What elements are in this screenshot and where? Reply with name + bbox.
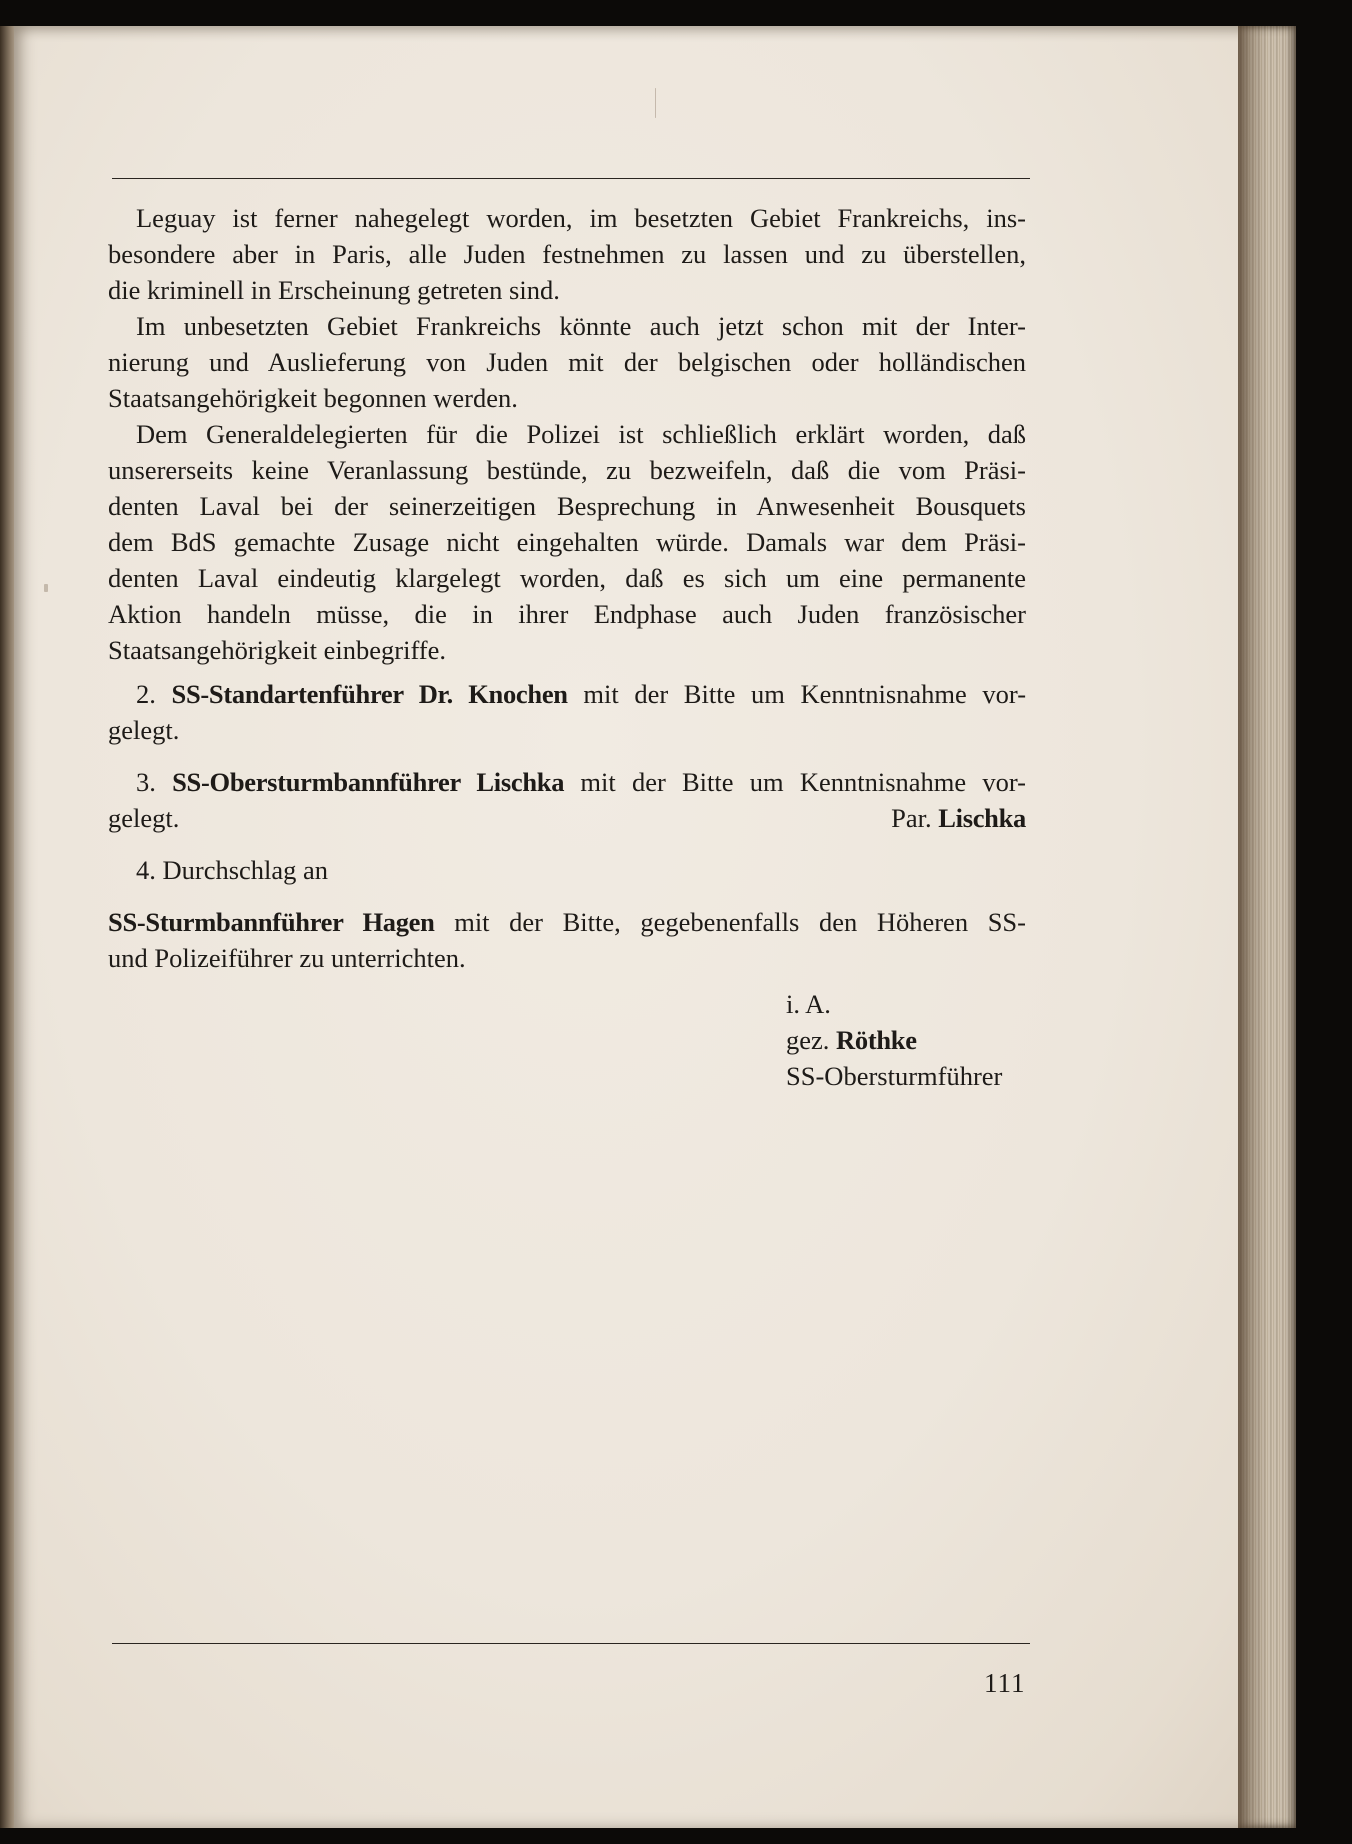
initial-mark [891, 800, 1026, 836]
paragraph-1-line-1: Leguay ist ferner nahegelegt worden, im besetzten Gebiet Frankreichs, ins- [136, 203, 1026, 233]
paragraph-1-line-3: die kriminell in Erscheinung getreten sind. [108, 275, 560, 305]
item-4-line-1 [108, 904, 1026, 940]
paper-mark [655, 88, 656, 118]
item-2-line-1 [136, 676, 1026, 712]
item-3-text: mit der Bitte um Kenntnisnahme vor- [580, 767, 1027, 797]
item-2-number: 2. [136, 679, 156, 709]
item-3-line-2-text: gelegt. [108, 803, 180, 833]
paper-mark [44, 584, 48, 592]
item-3-line-2 [108, 800, 1026, 836]
item-3-line-1 [136, 764, 1026, 800]
paragraph-3-line-2: unsererseits keine Veranlassung bestünde, zu bezweifeln, daß die vom Präsi- [108, 455, 1026, 485]
paragraph-3-line-1: Dem Generaldelegierten für die Polizei ist schließlich erklärt worden, daß [136, 419, 1026, 449]
item-4-recipient: SS-Sturmbannführer Hagen [108, 907, 435, 937]
initial-prefix: Par. [891, 803, 932, 833]
paragraph-2-line-1: Im unbesetzten Gebiet Frankreichs könnte auch jetzt schon mit der Inter- [136, 311, 1026, 341]
item-2-recipient: SS-Standartenführer Dr. Knochen [171, 679, 568, 709]
item-2-text: mit der Bitte um Kenntnisnahme vor- [583, 679, 1027, 709]
footer-rule [112, 1643, 1030, 1644]
page-number: 111 [984, 1668, 1026, 1698]
item-2-line-2: gelegt. [108, 715, 180, 745]
paragraph-1-line-2: besondere aber in Paris, alle Juden festnehmen zu lassen und zu überstellen, [108, 239, 1026, 269]
item-3-number: 3. [136, 767, 156, 797]
signature-prefix: gez. [786, 1025, 830, 1055]
signature-signed [786, 1022, 917, 1058]
header-rule [112, 178, 1030, 179]
paragraph-3-line-5: denten Laval eindeutig klargelegt worden, daß es sich um eine permanente [108, 563, 1026, 593]
paragraph-2-line-3: Staatsangehörigkeit begonnen werden. [108, 383, 518, 413]
item-4-line-2: und Polizeiführer zu unterrichten. [108, 943, 466, 973]
paragraph-3-line-6: Aktion handeln müsse, die in ihrer Endphase auch Juden französischer [108, 599, 1026, 629]
paragraph-3-line-4: dem BdS gemachte Zusage nicht eingehalten würde. Damals war dem Präsi- [108, 527, 1026, 557]
item-4-text: mit der Bitte, gegebenenfalls den Höheren SS- [454, 907, 1026, 937]
paragraph-2-line-2: nierung und Auslieferung von Juden mit der belgischen oder holländischen [108, 347, 1026, 377]
item-4-label: 4. Durchschlag an [136, 855, 329, 885]
paragraph-3-line-3: denten Laval bei der seinerzeitigen Besprechung in Anwesenheit Bousquets [108, 491, 1026, 521]
signature-on-behalf: i. A. [786, 989, 831, 1019]
signature-name: Röthke [836, 1025, 917, 1055]
item-3-recipient: SS-Obersturmbannführer Lischka [172, 767, 565, 797]
page-edge-shadow [1238, 26, 1268, 1828]
initial-name: Lischka [938, 803, 1026, 833]
signature-rank: SS-Obersturmführer [786, 1061, 1003, 1091]
paragraph-3-line-7: Staatsangehörigkeit einbegriffe. [108, 635, 447, 665]
